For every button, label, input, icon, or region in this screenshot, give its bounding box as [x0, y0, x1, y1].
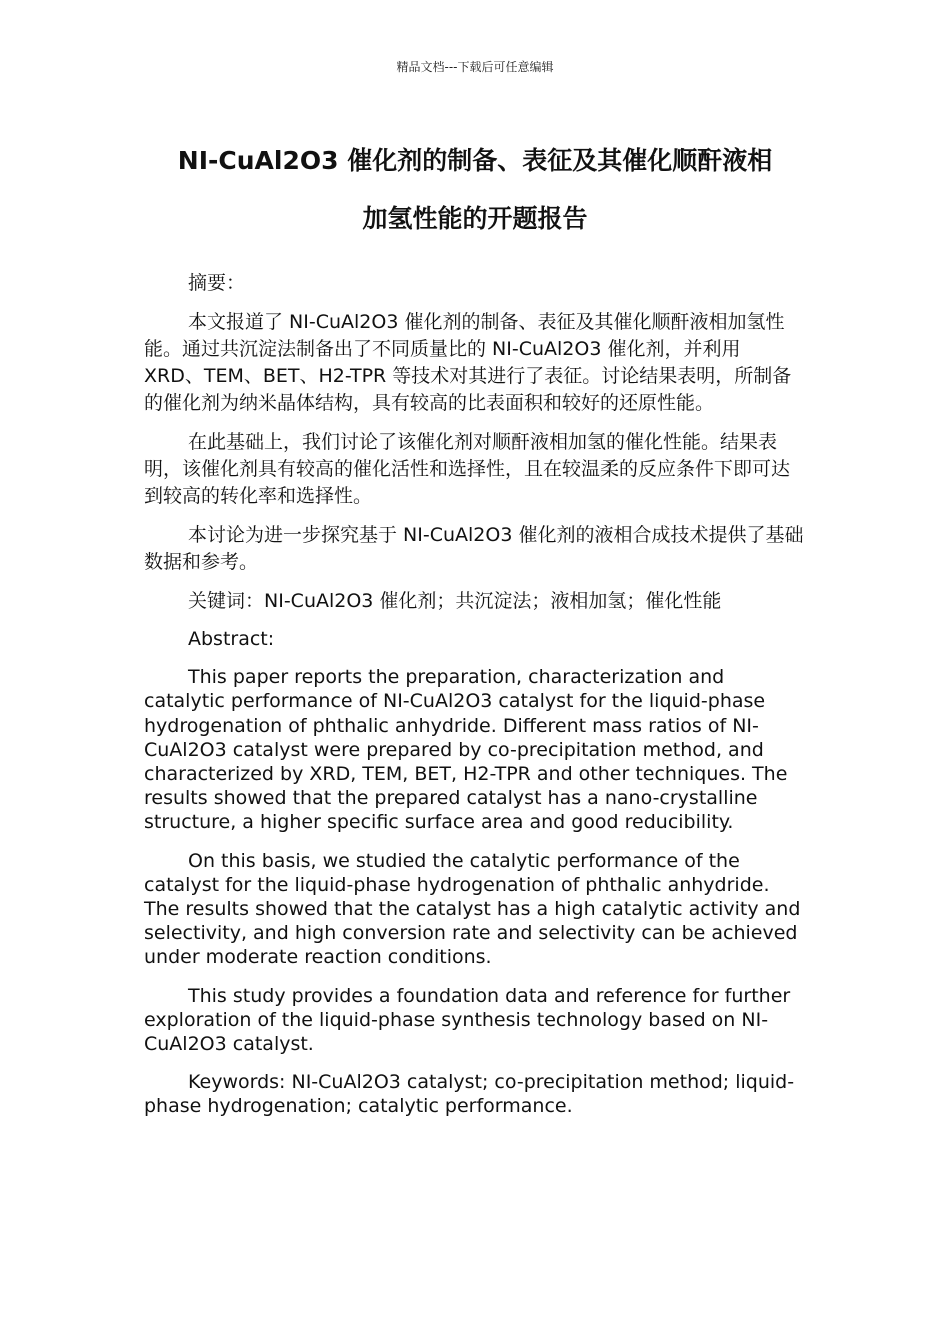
paragraph-en-3: This study provides a foundation data and reference for further exploration of the liquid-phase synthesis technology based on NI-CuAl2O3 catalyst. [144, 984, 791, 1056]
paragraph-en-1: This paper reports the preparation, characterization and catalytic performance of NI-CuAl2O3 catalyst for the liquid-phase hydrogenation of phthalic anhydride. Different mass ratios of NI-CuAl2O3 catalyst were prepared by co-precipitation method, and characterized by XRD, TEM, BET, H2-TPR and other techniques. The results showed that the prepared catalyst has a nano-crystalline structure, a higher specific surface area and good reducibility. [144, 666, 788, 834]
document-title [120, 132, 830, 248]
keywords-cn: 关键词：NI-CuAl2O3 催化剂；共沉淀法；液相加氢；催化性能 [188, 590, 722, 612]
abstract-cn-label: 摘要： [188, 272, 246, 294]
paragraph-cn-1: 本文报道了 NI-CuAl2O3 催化剂的制备、表征及其催化顺酐液相加氢性能。通过共沉淀法制备出了不同质量比的 NI-CuAl2O3 催化剂，并利用 XRD、TEM、BET、H2-TPR 等技术对其进行了表征。讨论结果表明，所制备的催化剂为纳米晶体结构，具有较高的比表面积和较好的还原性能。 [144, 311, 792, 414]
paragraph-cn-3: 本讨论为进一步探究基于 NI-CuAl2O3 催化剂的液相合成技术提供了基础数据和参考。 [144, 524, 804, 573]
paragraph-en-2: On this basis, we studied the catalytic performance of the catalyst for the liquid-phase hydrogenation of phthalic anhydride. The results showed that the catalyst has a high catalytic activity and selectivity, and high conversion rate and selectivity can be achieved under moderate reaction conditions. [144, 849, 801, 969]
paragraph-cn-2: 在此基础上，我们讨论了该催化剂对顺酐液相加氢的催化性能。结果表明，该催化剂具有较高的催化活性和选择性，且在较温柔的反应条件下即可达到较高的转化率和选择性。 [144, 431, 791, 507]
title-line-2: 加氢性能的开题报告 [362, 204, 588, 233]
header-note: 精品文档---下载后可任意编辑 [396, 60, 554, 74]
document-body [144, 270, 806, 1119]
title-line-1: NI-CuAl2O3 催化剂的制备、表征及其催化顺酐液相 [177, 146, 773, 175]
abstract-en-label: Abstract: [188, 628, 275, 650]
keywords-en: Keywords: NI-CuAl2O3 catalyst; co-precipitation method; liquid-phase hydrogenation; catalytic performance. [144, 1071, 795, 1118]
